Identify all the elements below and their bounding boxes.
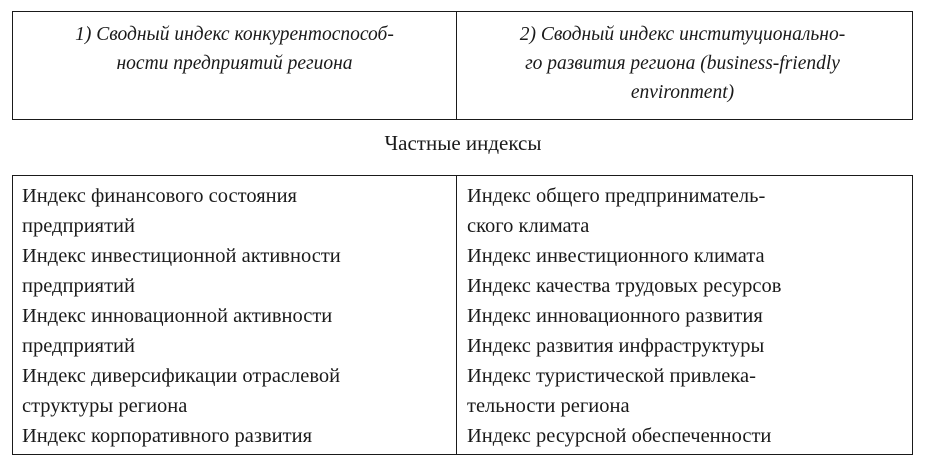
list-item <box>467 361 908 421</box>
list-item-line: структуры региона <box>22 395 188 417</box>
right-index-list <box>457 176 912 454</box>
list-item <box>22 241 452 301</box>
list-item <box>467 331 908 361</box>
list-item <box>467 271 908 301</box>
header-institutional-index <box>457 12 912 119</box>
list-item-line: ского климата <box>467 215 590 237</box>
list-item-line: Индекс диверсификации отраслевой <box>22 365 341 387</box>
list-item <box>467 421 908 451</box>
list-item-line: Индекс инновационного развития <box>467 305 763 327</box>
list-item <box>22 301 452 361</box>
list-item-line: Индекс общего предприниматель- <box>467 185 766 207</box>
list-item-line: Индекс финансового состояния <box>22 185 297 207</box>
header-right-line: environment) <box>630 82 735 103</box>
list-item-line: предприятий <box>22 275 136 297</box>
list-item-line: Индекс ресурсной обеспеченности <box>467 425 772 447</box>
header-competitiveness-index <box>13 12 456 119</box>
header-right-line: го развития региона (business-friendly <box>525 53 840 74</box>
list-item-line: Индекс качества трудовых ресурсов <box>467 275 782 297</box>
left-index-list <box>13 176 456 454</box>
list-item <box>22 361 452 421</box>
list-item-line: Индекс инновационной активности <box>22 305 333 327</box>
list-item-line: Индекс туристической привлека- <box>467 365 756 387</box>
list-item <box>467 241 908 271</box>
header-left-line: 1) Сводный индекс конкурентоспособ- <box>75 24 394 45</box>
section-subtitle: Частные индексы <box>384 131 542 155</box>
list-item-line: Индекс корпоративного развития <box>22 425 312 447</box>
list-item <box>467 181 908 241</box>
list-item <box>22 181 452 241</box>
list-item <box>467 301 908 331</box>
list-item-line: предприятий <box>22 335 136 357</box>
list-item-line: предприятий <box>22 215 136 237</box>
list-item-line: тельности региона <box>467 395 630 417</box>
composite-index-table <box>12 11 913 120</box>
header-left-line: ности предприятий региона <box>116 53 353 74</box>
list-item-line: Индекс инвестиционного климата <box>467 245 765 267</box>
list-item-line: Индекс инвестиционной активности <box>22 245 341 267</box>
partial-index-table <box>12 175 913 455</box>
header-right-line: 2) Сводный индекс институционально- <box>519 24 846 45</box>
list-item-line: Индекс развития инфраструктуры <box>467 335 765 357</box>
list-item <box>22 421 452 451</box>
